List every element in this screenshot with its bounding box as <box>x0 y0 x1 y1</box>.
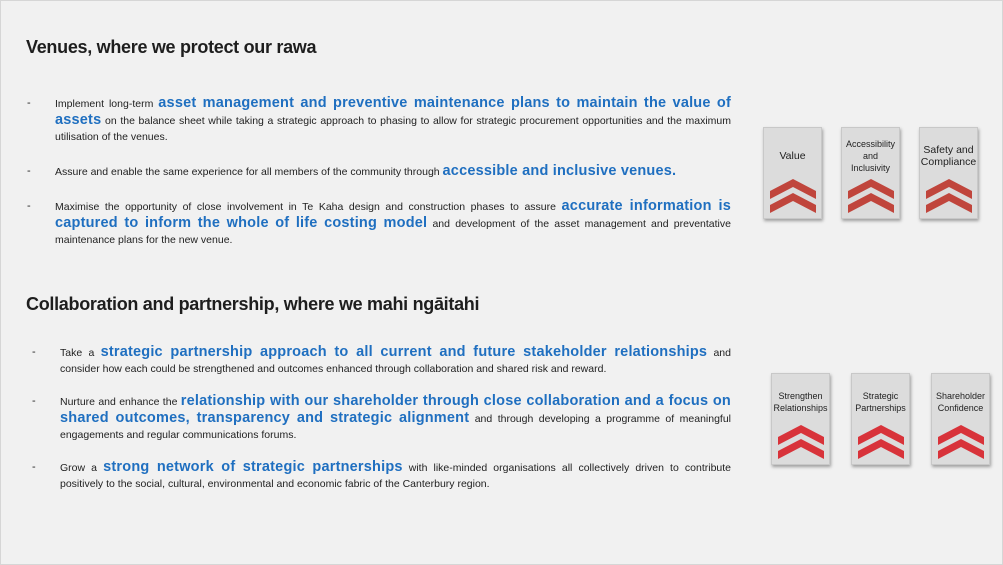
bullet-text: Take a <box>60 347 95 359</box>
bullet-text: on the balance sheet while taking a strategic approach to phasing to allow for strategic procurement opportunities and the maximum utilisation of the venues. <box>55 115 731 143</box>
double-chevron-up-icon <box>770 177 816 213</box>
venues-bullet-list <box>27 95 731 258</box>
bullet-text: and development of the asset management and preventative maintenance plans for the new venue. <box>55 218 731 246</box>
card-label: Accessibility and Inclusivity <box>845 139 895 173</box>
bullet-highlight: accessible and inclusive venues. <box>442 163 677 179</box>
bullet-highlight: strong network of strategic partnerships <box>103 459 403 475</box>
bullet-dash: - <box>32 395 36 407</box>
bullet-highlight: accurate information is captured to inform the whole of life costing model <box>55 198 731 231</box>
double-chevron-up-icon <box>858 423 904 459</box>
section-heading-collaboration: Collaboration and partnership, where we mahi ngāitahi <box>26 294 480 314</box>
bullet-dash: - <box>27 200 31 212</box>
list-item <box>27 198 731 248</box>
strengthen-relationships-card <box>771 373 830 465</box>
bullet-text: Implement long-term <box>55 98 154 110</box>
list-item <box>27 95 731 145</box>
bullet-highlight: strategic partnership approach to all current and future stakeholder relationships <box>100 344 708 360</box>
shareholder-confidence-card <box>931 373 990 465</box>
bullet-text: Assure and enable the same experience for all members of the community through <box>55 166 440 178</box>
double-chevron-up-icon <box>926 177 972 213</box>
bullet-text: with like-minded organisations all collectively driven to contribute positively to the social, cultural, environmental and economic fabric of the Canterbury region. <box>60 462 732 490</box>
bullet-text: and consider how each could be strengthened and outcomes enhanced through collaboration and shared risk and reward. <box>60 347 731 375</box>
card-label: Safety and Compliance <box>920 144 977 168</box>
collaboration-bullet-list <box>32 344 732 502</box>
card-label: Strategic Partnerships <box>855 391 906 413</box>
bullet-text: Maximise the opportunity of close involvement in Te Kaha design and construction phases to assure <box>55 201 556 213</box>
bullet-dash: - <box>32 461 36 473</box>
double-chevron-up-icon <box>848 177 894 213</box>
bullet-highlight: asset management and preventive maintenance plans to maintain the value of assets <box>55 95 731 128</box>
bullet-highlight: relationship with our shareholder through close collaboration and a focus on shared outcomes, transparency and strategic alignment <box>60 393 731 426</box>
safety-card <box>919 127 978 219</box>
double-chevron-up-icon <box>778 423 824 459</box>
bullet-text: Nurture and enhance the <box>60 396 178 408</box>
card-label: Shareholder Confidence <box>935 391 986 413</box>
double-chevron-up-icon <box>938 423 984 459</box>
bullet-dash: - <box>27 165 31 177</box>
accessibility-card <box>841 127 900 219</box>
value-card <box>763 127 822 219</box>
bullet-dash: - <box>32 346 36 358</box>
card-label: Value <box>779 150 806 162</box>
list-item <box>32 459 732 492</box>
bullet-text: Grow a <box>60 462 98 474</box>
card-label: Strengthen Relationships <box>773 391 828 413</box>
list-item <box>32 344 731 377</box>
bullet-text: and through developing a programme of meaningful engagements and regular communications forums. <box>60 413 732 441</box>
list-item <box>32 393 732 443</box>
section-heading-venues: Venues, where we protect our rawa <box>26 37 317 57</box>
list-item <box>27 163 731 180</box>
strategic-partnerships-card <box>851 373 910 465</box>
bullet-dash: - <box>27 97 31 109</box>
